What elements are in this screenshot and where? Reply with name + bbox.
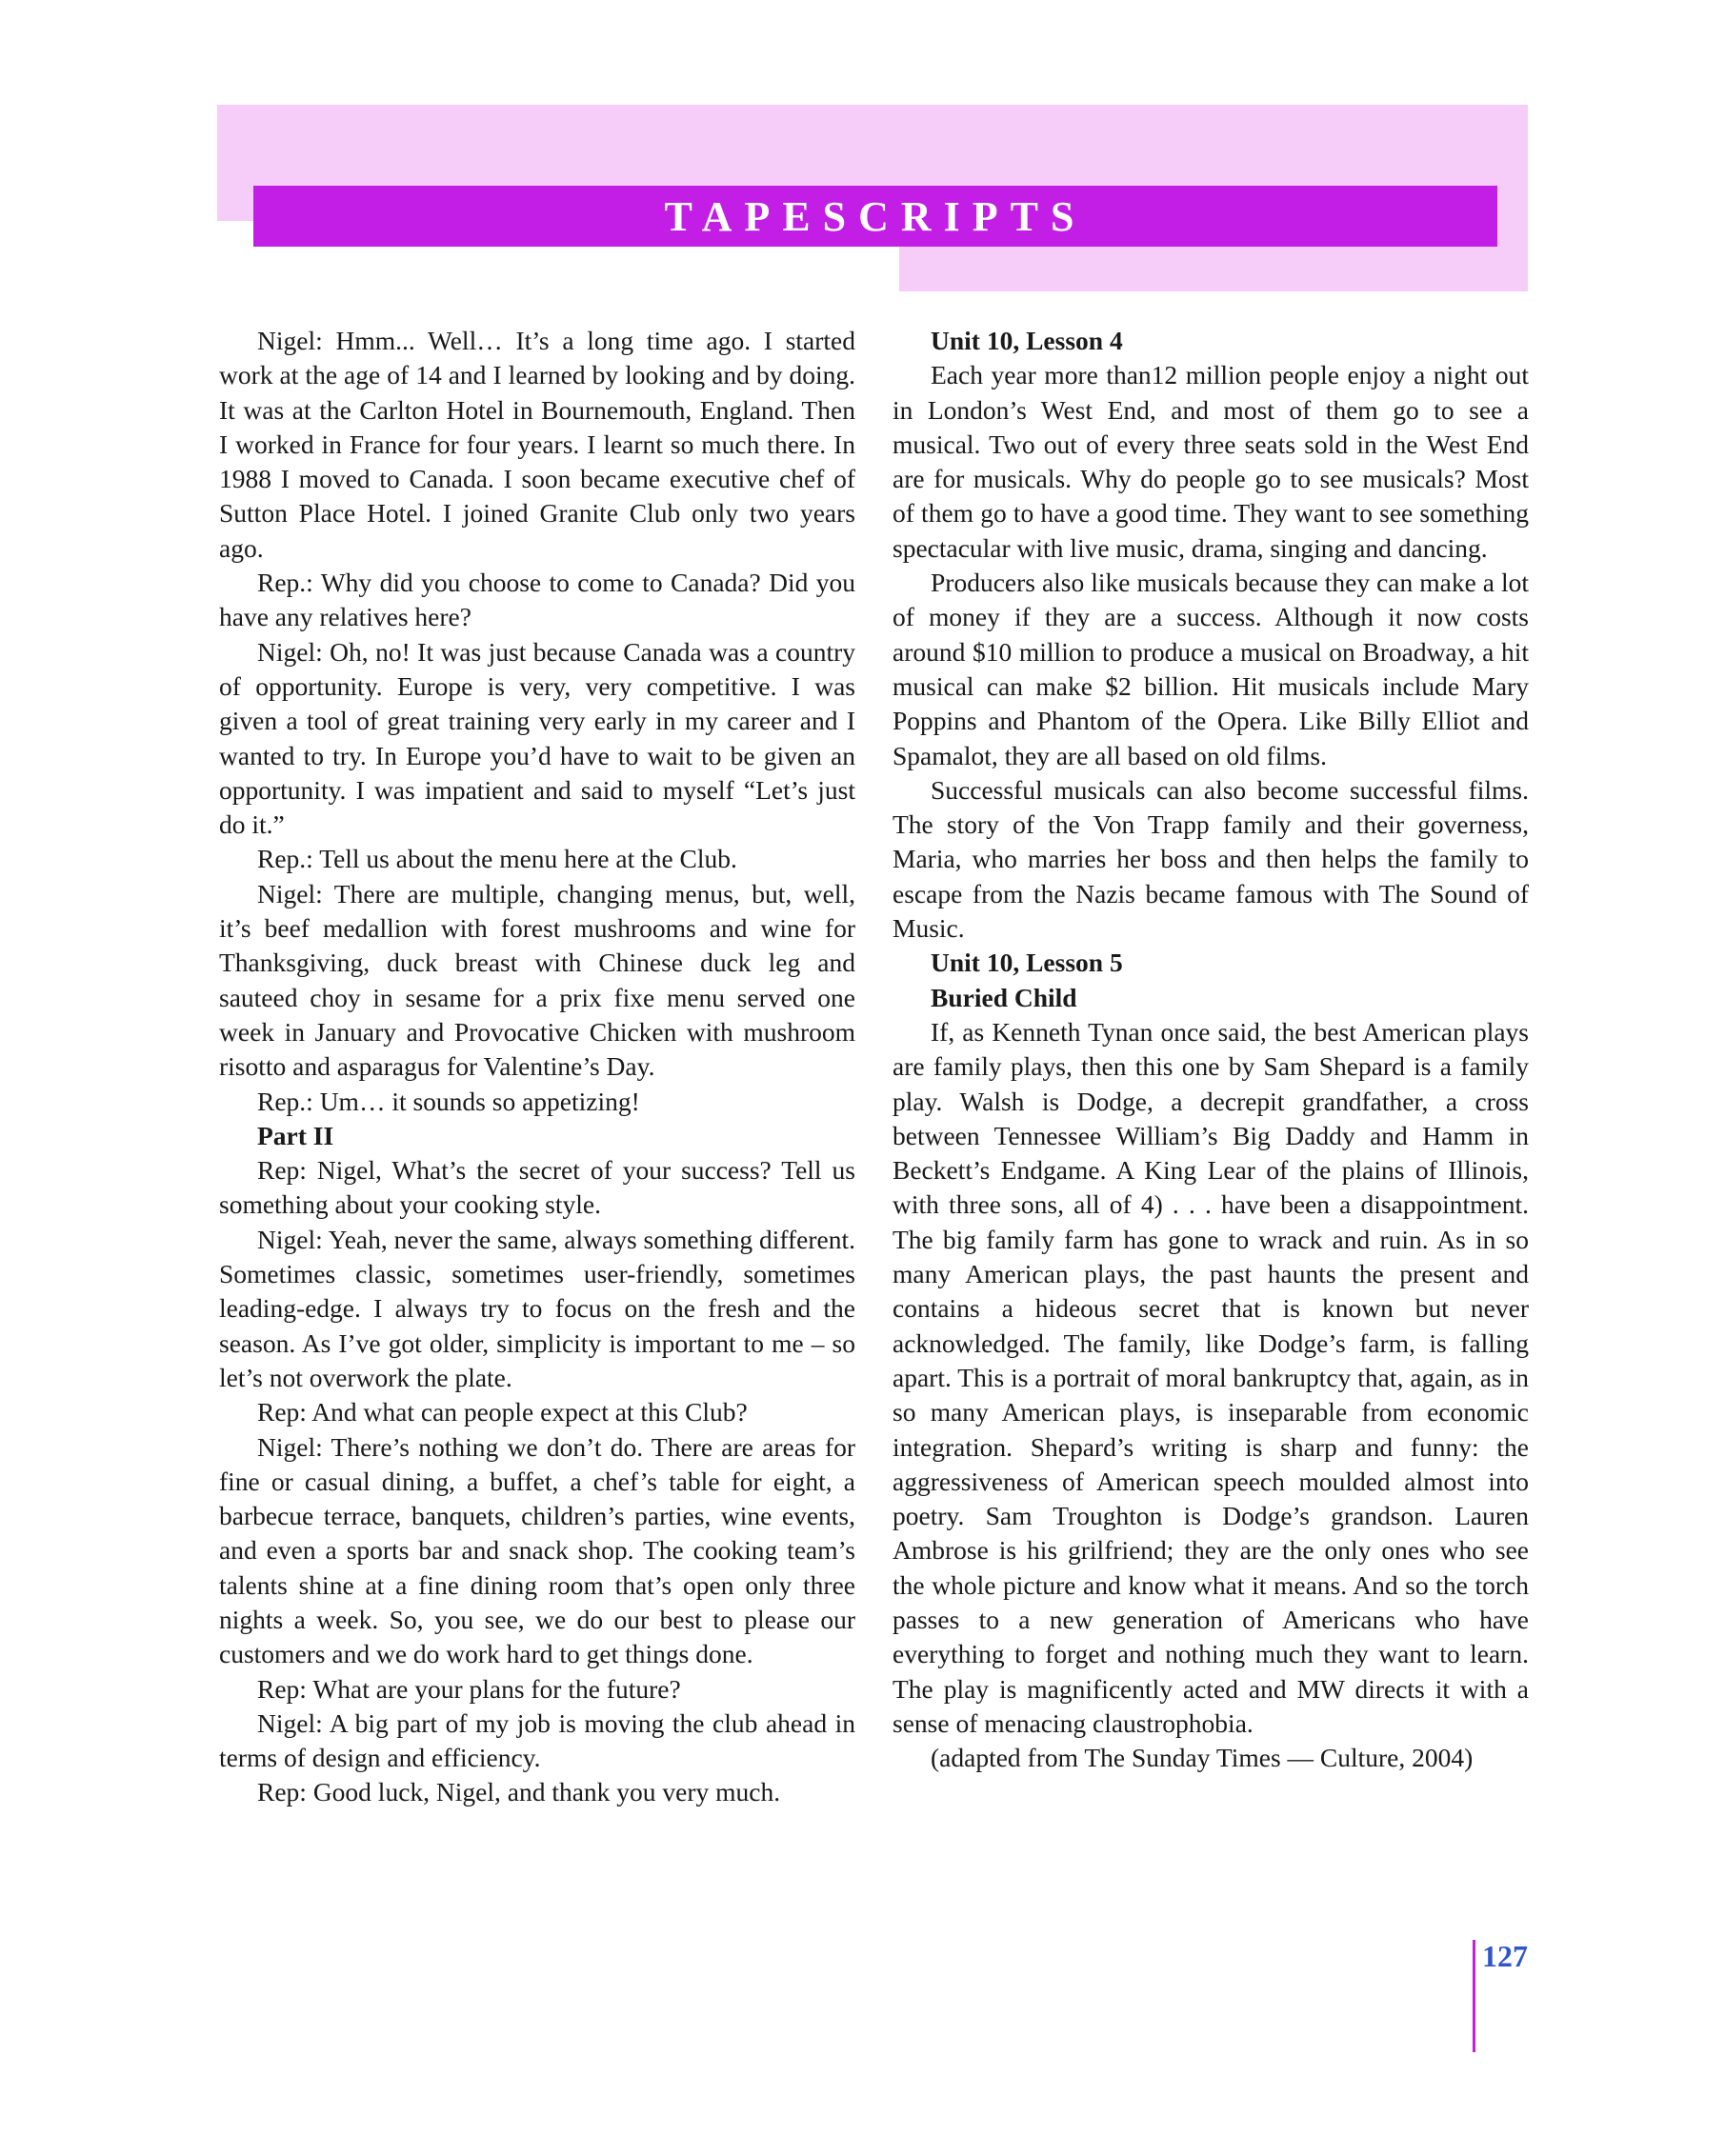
paragraph: Nigel: Oh, no! It was just because Canada was a country of opportunity. Europe is very, very competitive. I was given a tool of great training very early in my career and I wanted to try. In Europe you’d have to wait to be given an opportunity. I was impatient and said to myself “Let’s just do it.”: [219, 636, 855, 840]
page-title: TAPESCRIPTS: [664, 192, 1087, 240]
paragraph: Each year more than12 million people enjoy a night out in London’s West End, and most of them go to see a musical. Two out of every three seats sold in the West End are for musicals. Why do people go to see musicals? Most of them go to have a good time. They want to see something spectacular with live music, drama, singing and dancing.: [893, 360, 1529, 563]
paragraph: Rep: And what can people expect at this Club?: [257, 1397, 748, 1427]
paragraph: Nigel: There’s nothing we don’t do. There are areas for fine or casual dining, a buffet, a chef’s table for eight, a barbecue terrace, banquets, children’s parties, wine events, and even a sports bar and snack shop. The cooking team’s talents shine at a fine dining room that’s open only three nights a week. So, you see, we do our best to please our customers and we do work hard to get things done.: [219, 1431, 855, 1669]
paragraph: Rep: What are your plans for the future?: [257, 1673, 681, 1704]
paragraph: Nigel: There are multiple, changing menus, but, well, it’s beef medallion with forest mushrooms and wine for Thanksgiving, duck breast with Chinese duck leg and sauteed choy in sesame for a prix fixe menu served one week in January and Provocative Chicken with mushroom risotto and asparagus for Valentine’s Day.: [219, 878, 855, 1082]
paragraph: Rep.: Why did you choose to come to Canada? Did you have any relatives here?: [219, 568, 855, 632]
left-column: [219, 324, 855, 1810]
paragraph: Nigel: Yeah, never the same, always something different. Sometimes classic, sometimes user-friendly, sometimes leading-edge. I always try to focus on the fresh and the season. As I’ve got older, simplicity is important to me – so let’s not overwork the plate.: [219, 1224, 856, 1392]
paragraph: Rep.: Tell us about the menu here at the Club.: [257, 844, 737, 874]
paragraph: Rep.: Um… it sounds so appetizing!: [257, 1086, 640, 1116]
paragraph: Nigel: A big part of my job is moving the club ahead in terms of design and efficiency.: [219, 1707, 855, 1773]
section-heading: Unit 10, Lesson 5: [931, 948, 1123, 978]
page-number: 127: [1482, 1939, 1528, 1973]
paragraph: Rep: Nigel, What’s the secret of your success? Tell us something about your cooking style.: [219, 1155, 855, 1220]
paragraph: Producers also like musicals because they can make a lot of money if they are a success. Although it now costs around $10 million to produce a musical on Broadway, a hit musical can make $2 billion. Hit musicals include Mary Poppins and Phantom of the Opera. Like Billy Elliot and Spamalot, they are all based on old films.: [893, 568, 1529, 770]
title-bar: [253, 186, 1497, 247]
paragraph: Successful musicals can also become successful films. The story of the Von Trapp family and their governess, Maria, who marries her boss and then helps the family to escape from the Nazis became famous with The Sound of Music.: [893, 774, 1529, 944]
source-citation: (adapted from The Sunday Times — Culture, 2004): [931, 1743, 1474, 1773]
section-heading: Unit 10, Lesson 4: [931, 326, 1123, 355]
section-heading: Part II: [257, 1120, 334, 1150]
paragraph: If, as Kenneth Tynan once said, the best American plays are family plays, then this one by Sam Shepard is a family play. Walsh is Dodge, a decrepit grandfather, a cross between Tennessee William’s Big Daddy and Hamm in Beckett’s Endgame. A King Lear of the plains of Illinois, with three sons, all of 4) . . . have been a disappointment. The big family farm has gone to wrack and ruin. As in so many American plays, the past haunts the present and contains a hideous secret that is known but never acknowledged. The family, like Dodge’s farm, is falling apart. This is a portrait of moral bankruptcy that, again, as in so many American plays, is inseparable from economic integration. Shepard’s writing is sharp and funny: the aggressiveness of American speech moulded almost into poetry. Sam Troughton is Dodge’s grandson. Lauren Ambrose is his grilfriend; they are the only ones who see the whole picture and know what it means. And so the torch passes to a new generation of Americans who have everything to forget and nothing much they want to learn. The play is magnificently acted and MW directs it with a sense of menacing claustrophobia.: [893, 1016, 1529, 1738]
subsection-heading: Buried Child: [931, 982, 1077, 1012]
paragraph: Nigel: Hmm... Well… It’s a long time ago. I started work at the age of 14 and I learned by looking and by doing. It was at the Carlton Hotel in Bournemouth, England. Then I worked in France for four years. I learnt so much there. In 1988 I moved to Canada. I soon became executive chef of Sutton Place Hotel. I joined Granite Club only two years ago.: [219, 326, 855, 563]
paragraph: Rep: Good luck, Nigel, and thank you very much.: [257, 1777, 781, 1807]
right-column: [893, 324, 1529, 1775]
page-number-rule: [1473, 1940, 1475, 2052]
